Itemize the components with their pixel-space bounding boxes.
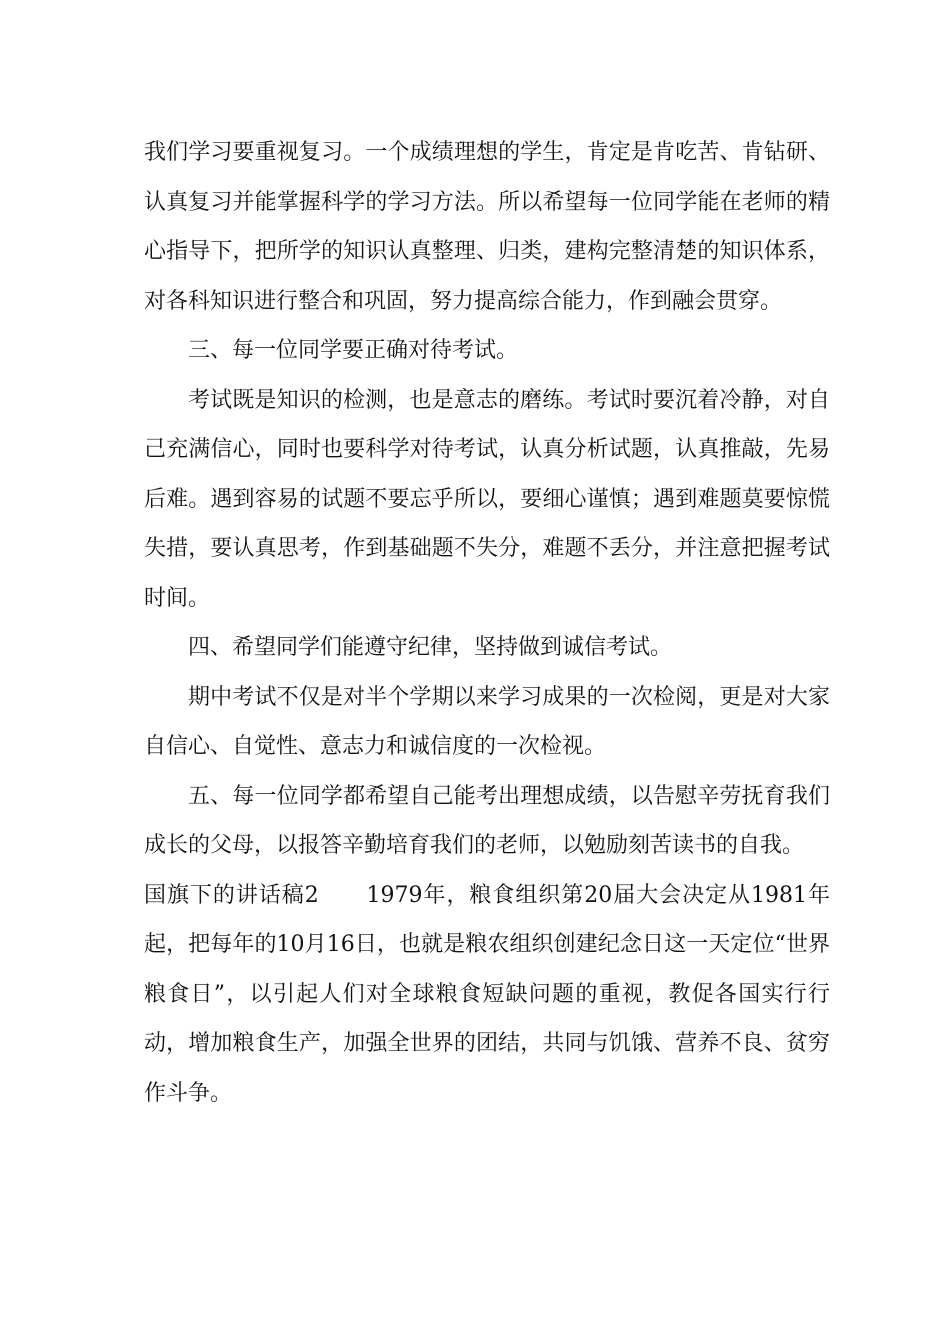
heading-five: 五、每一位同学都希望自己能考出理想成绩，以告慰辛劳抚育我们成长的父母，以报答辛勤培育我们的老师，以勉励刻苦读书的自我。 bbox=[144, 783, 830, 858]
heading-four: 四、希望同学们能遵守纪律，坚持做到诚信考试。 bbox=[188, 635, 673, 660]
paragraph-midterm: 期中考试不仅是对半个学期以来学习成果的一次检阅，更是对大家自信心、自觉性、意志力和诚信度的一次检视。 bbox=[144, 684, 830, 759]
section2-paragraph bbox=[144, 871, 830, 1119]
paragraph-review: 我们学习要重视复习。一个成绩理想的学生，肯定是肯吃苦、肯钻研、认真复习并能掌握科学的学习方法。所以希望每一位同学能在老师的精心指导下，把所学的知识认真整理、归类，建构完整清楚的知识体系，对各科知识进行整合和巩固，努力提高综合能力，作到融会贯穿。 bbox=[144, 140, 830, 314]
document-body bbox=[144, 128, 830, 1118]
paragraph-exam: 考试既是知识的检测，也是意志的磨练。考试时要沉着冷静，对自己充满信心，同时也要科学对待考试，认真分析试题，认真推敲，先易后难。遇到容易的试题不要忘乎所以，要细心谨慎；遇到难题莫要惊慌失措，要认真思考，作到基础题不失分，难题不丢分，并注意把握考试时间。 bbox=[144, 387, 830, 611]
section2-title: 国旗下的讲话稿2 bbox=[144, 882, 319, 908]
heading-three: 三、每一位同学要正确对待考试。 bbox=[188, 338, 519, 363]
section2-gap bbox=[319, 883, 367, 908]
section2-body: 1979年，粮食组织第20届大会决定从1981年起，把每年的10月16日，也就是粮农组织创建纪念日这一天定位“世界粮食日”，以引起人们对全球粮食短缺问题的重视，教促各国实行行动，增加粮食生产，加强全世界的团结，共同与饥饿、营养不良、贫穷作斗争。 bbox=[144, 882, 830, 1106]
